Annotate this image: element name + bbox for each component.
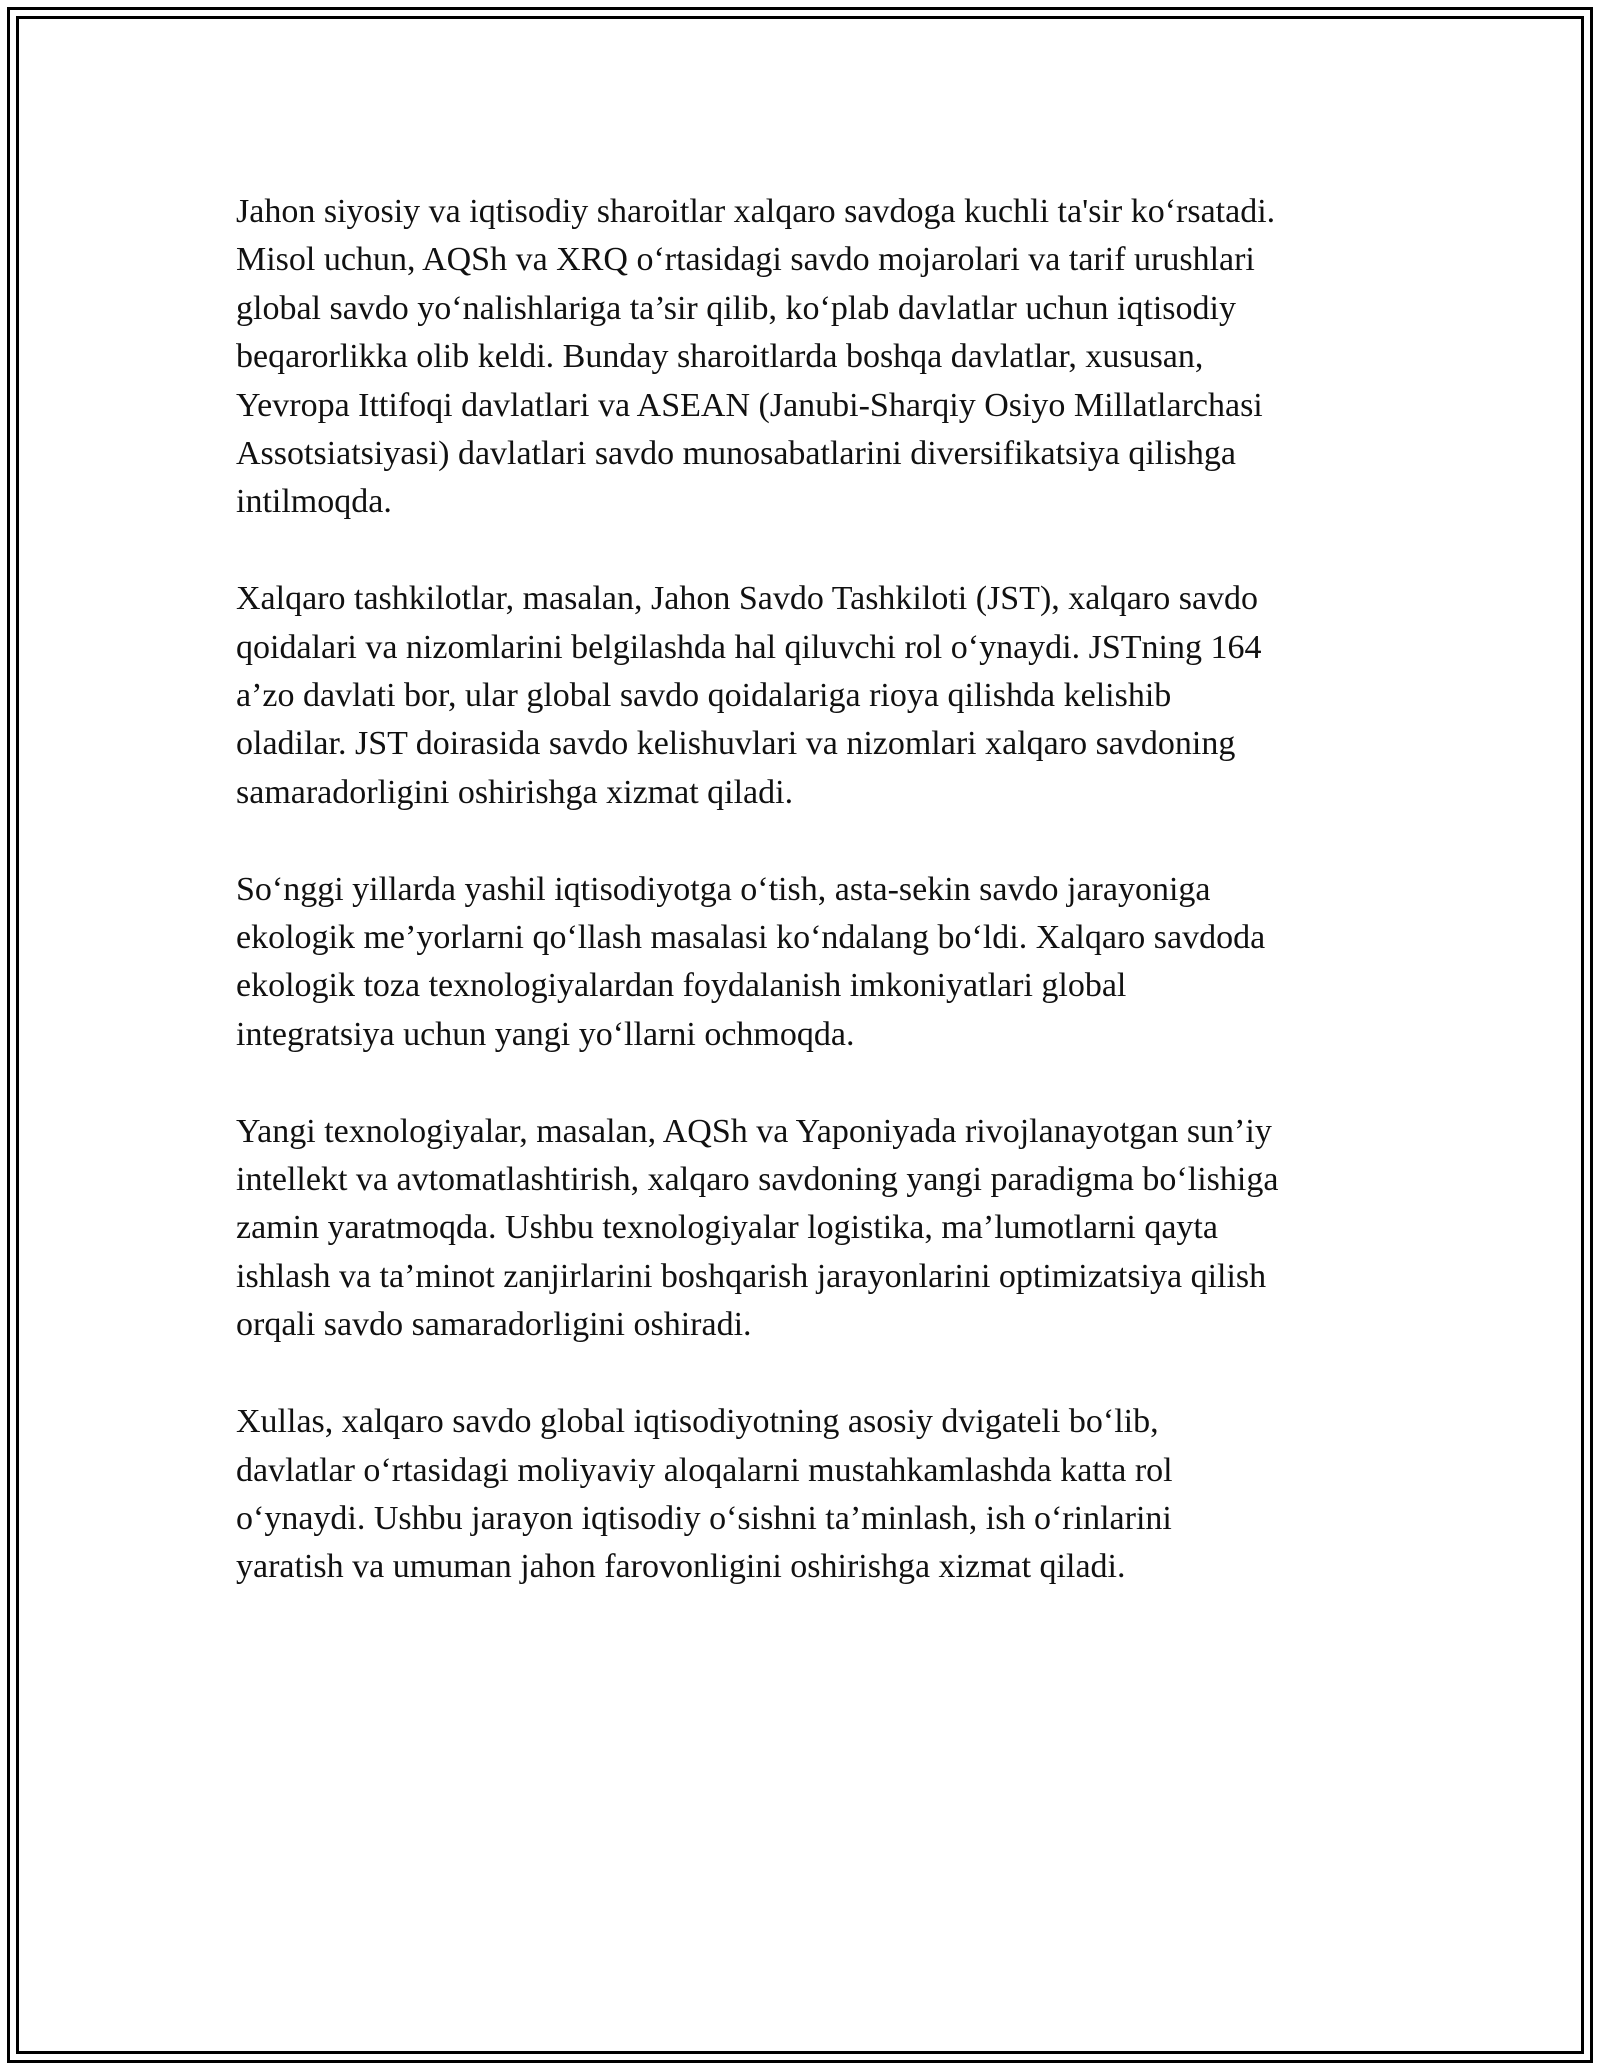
paragraph-2 (236, 575, 1376, 817)
paragraph-line: o‘ynaydi. Ushbu jarayon iqtisodiy o‘sishni ta’minlash, ish o‘rinlarini (236, 1499, 1172, 1537)
paragraph-5 (236, 1398, 1376, 1592)
paragraph-line: yaratish va umuman jahon farovonligini oshirishga xizmat qiladi. (236, 1548, 1126, 1586)
paragraph-line: So‘nggi yillarda yashil iqtisodiyotga o‘tish, asta-sekin savdo jarayoniga (236, 870, 1211, 908)
paragraph-line: beqarorlikka olib keldi. Bunday sharoitlarda boshqa davlatlar, xususan, (236, 338, 1204, 376)
paragraph-line: ekologik toza texnologiyalardan foydalanish imkoniyatlari global (236, 967, 1127, 1005)
paragraph-line: oladilar. JST doirasida savdo kelishuvlari va nizomlari xalqaro savdoning (236, 725, 1236, 763)
paragraph-line: Yangi texnologiyalar, masalan, AQSh va Yaponiyada rivojlanayotgan sun’iy (236, 1112, 1272, 1150)
paragraph-line: Misol uchun, AQSh va XRQ o‘rtasidagi savdo mojarolari va tarif urushlari (236, 241, 1255, 279)
paragraph-4 (236, 1108, 1376, 1350)
document-body (236, 188, 1376, 1640)
paragraph-line: integratsiya uchun yangi yo‘llarni ochmoqda. (236, 1015, 855, 1053)
paragraph-line: intilmoqda. (236, 483, 392, 521)
paragraph-line: global savdo yo‘nalishlariga ta’sir qilib, ko‘plab davlatlar uchun iqtisodiy (236, 289, 1236, 327)
paragraph-3 (236, 866, 1376, 1060)
paragraph-line: ekologik me’yorlarni qo‘llash masalasi ko‘ndalang bo‘ldi. Xalqaro savdoda (236, 919, 1266, 957)
paragraph-line: davlatlar o‘rtasidagi moliyaviy aloqalarni mustahkamlashda katta rol (236, 1451, 1173, 1489)
paragraph-line: a’zo davlati bor, ular global savdo qoidalariga rioya qilishda kelishib (236, 677, 1172, 715)
paragraph-line: zamin yaratmoqda. Ushbu texnologiyalar logistika, ma’lumotlarni qayta (236, 1209, 1218, 1247)
paragraph-line: Xullas, xalqaro savdo global iqtisodiyotning asosiy dvigateli bo‘lib, (236, 1403, 1159, 1441)
paragraph-line: Jahon siyosiy va iqtisodiy sharoitlar xalqaro savdoga kuchli ta'sir ko‘rsatadi. (236, 193, 1276, 230)
paragraph-line: Yevropa Ittifoqi davlatlari va ASEAN (Janubi-Sharqiy Osiyo Millatlarchasi (236, 386, 1263, 424)
paragraph-line: ishlash va ta’minot zanjirlarini boshqarish jarayonlarini optimizatsiya qilish (236, 1257, 1267, 1295)
paragraph-line: Assotsiatsiyasi) davlatlari savdo munosabatlarini diversifikatsiya qilishga (236, 435, 1236, 473)
paragraph-line: orqali savdo samaradorligini oshiradi. (236, 1306, 752, 1344)
paragraph-line: qoidalari va nizomlarini belgilashda hal qiluvchi rol o‘ynaydi. JSTning 164 (236, 628, 1262, 666)
paragraph-line: intellekt va avtomatlashtirish, xalqaro savdoning yangi paradigma bo‘lishiga (236, 1161, 1279, 1199)
paragraph-1 (236, 188, 1376, 527)
paragraph-line: Xalqaro tashkilotlar, masalan, Jahon Savdo Tashkiloti (JST), xalqaro savdo (236, 580, 1259, 618)
paragraph-line: samaradorligini oshirishga xizmat qiladi. (236, 773, 794, 811)
